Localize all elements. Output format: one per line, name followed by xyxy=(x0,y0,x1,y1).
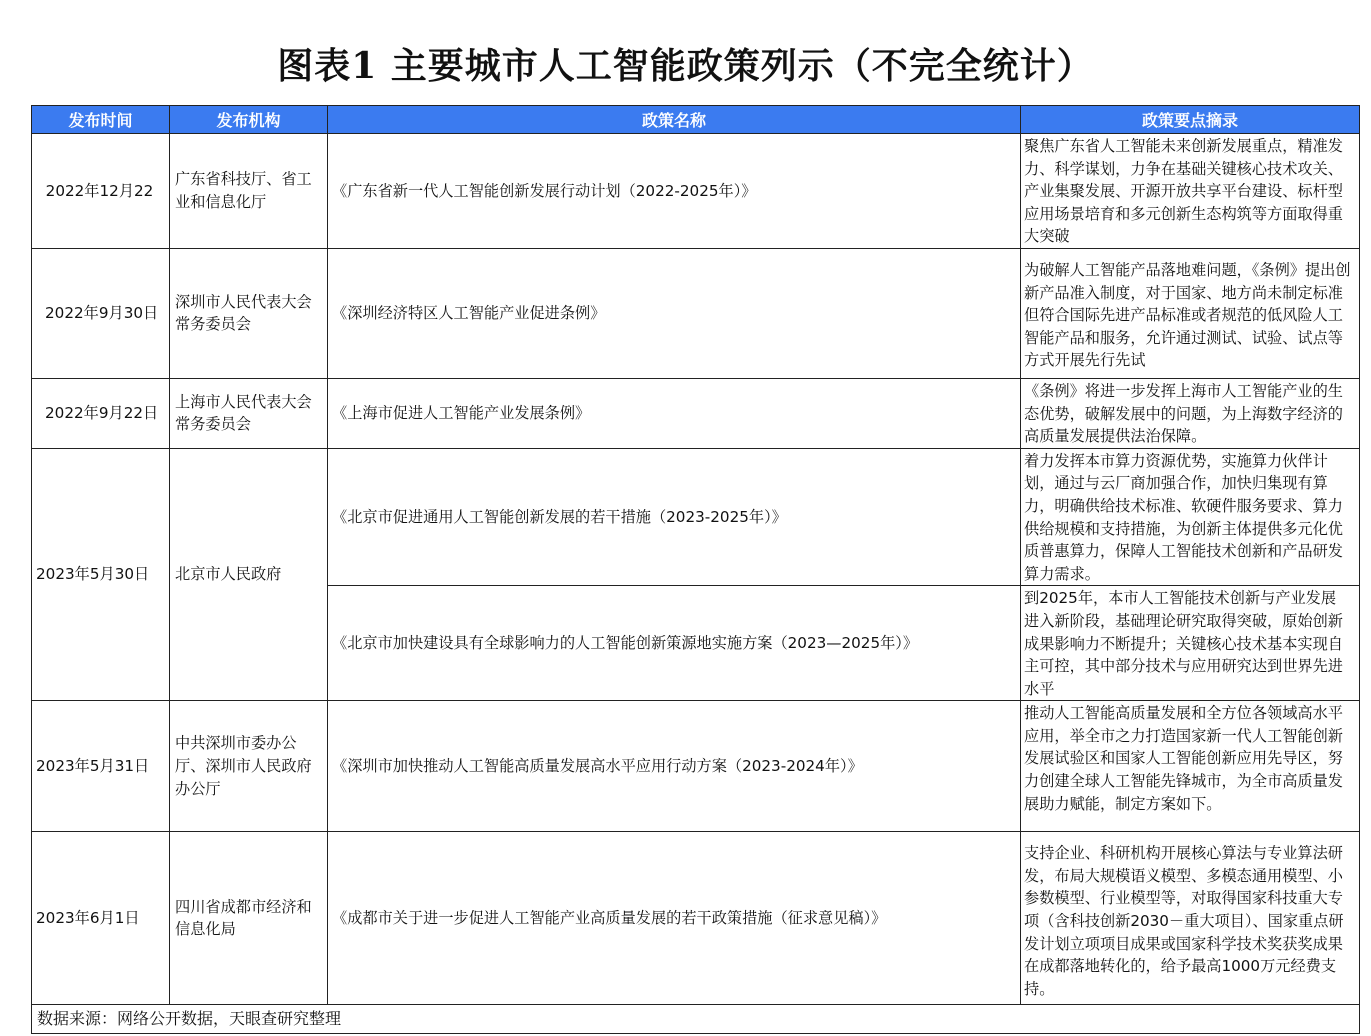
data-source-note: 数据来源：网络公开数据，天眼查研究整理 xyxy=(32,1005,1360,1034)
row-org: 广东省科技厅、省工业和信息化厅 xyxy=(170,134,328,249)
row-policy-name: 《成都市关于进一步促进人工智能产业高质量发展的若干政策措施（征求意见稿）》 xyxy=(328,832,1021,1005)
row-policy-name: 《广东省新一代人工智能创新发展行动计划（2022-2025年）》 xyxy=(328,134,1021,249)
header-summary: 政策要点摘录 xyxy=(1021,106,1360,134)
row-policy-name: 《深圳经济特区人工智能产业促进条例》 xyxy=(328,248,1021,378)
row-policy-name: 《北京市加快建设具有全球影响力的人工智能创新策源地实施方案（2023—2025年）》 xyxy=(328,586,1021,701)
row-date: 2022年9月22日 xyxy=(32,378,170,448)
row-policy-summary: 到2025年，本市人工智能技术创新与产业发展进入新阶段，基础理论研究取得突破，原始创新成果影响力不断提升；关键核心技术基本实现自主可控，其中部分技术与应用研究达到世界先进水平 xyxy=(1021,586,1360,701)
row-org: 深圳市人民代表大会常务委员会 xyxy=(170,248,328,378)
table-row xyxy=(32,378,1360,448)
row-date: 2023年6月1日 xyxy=(32,832,170,1005)
row-org: 四川省成都市经济和信息化局 xyxy=(170,832,328,1005)
table-row xyxy=(32,248,1360,378)
table-row xyxy=(32,448,1360,586)
policy-table xyxy=(31,105,1360,1034)
source-row xyxy=(32,1005,1360,1034)
header-date: 发布时间 xyxy=(32,106,170,134)
row-org: 北京市人民政府 xyxy=(170,448,328,701)
header-name: 政策名称 xyxy=(328,106,1021,134)
row-policy-summary: 聚焦广东省人工智能未来创新发展重点，精准发力、科学谋划，力争在基础关键核心技术攻关、产业集聚发展、开源开放共享平台建设、标杆型应用场景培育和多元创新生态构筑等方面取得重大突破 xyxy=(1021,134,1360,249)
table-row xyxy=(32,134,1360,249)
row-org: 中共深圳市委办公厅、深圳市人民政府办公厅 xyxy=(170,701,328,832)
table-header-row xyxy=(32,106,1360,134)
row-date: 2022年12月22 xyxy=(32,134,170,249)
row-policy-summary: 为破解人工智能产品落地难问题，《条例》提出创新产品准入制度，对于国家、地方尚未制定标准但符合国际先进产品标准或者规范的低风险人工智能产品和服务，允许通过测试、试验、试点等方式开展先行先试 xyxy=(1021,248,1360,378)
table-row xyxy=(32,832,1360,1005)
page-title: 图表1 主要城市人工智能政策列示（不完全统计） xyxy=(277,45,1094,87)
row-date: 2022年9月30日 xyxy=(32,248,170,378)
row-policy-name: 《上海市促进人工智能产业发展条例》 xyxy=(328,378,1021,448)
row-date: 2023年5月30日 xyxy=(32,448,170,701)
table-row xyxy=(32,701,1360,832)
row-policy-summary: 《条例》将进一步发挥上海市人工智能产业的生态优势，破解发展中的问题，为上海数字经济的高质量发展提供法治保障。 xyxy=(1021,378,1360,448)
row-policy-name: 《北京市促进通用人工智能创新发展的若干措施（2023-2025年）》 xyxy=(328,448,1021,586)
header-org: 发布机构 xyxy=(170,106,328,134)
row-date: 2023年5月31日 xyxy=(32,701,170,832)
row-policy-summary: 推动人工智能高质量发展和全方位各领域高水平应用，举全市之力打造国家新一代人工智能创新发展试验区和国家人工智能创新应用先导区，努力创建全球人工智能先锋城市，为全市高质量发展助力赋能，制定方案如下。 xyxy=(1021,701,1360,832)
row-policy-summary: 支持企业、科研机构开展核心算法与专业算法研发，布局大规模语义模型、多模态通用模型、小参数模型、行业模型等，对取得国家科技重大专项（含科技创新2030－重大项目）、国家重点研发计划立项项目成果或国家科学技术奖获奖成果在成都落地转化的，给予最高1000万元经费支持。 xyxy=(1021,832,1360,1005)
row-policy-name: 《深圳市加快推动人工智能高质量发展高水平应用行动方案（2023-2024年）》 xyxy=(328,701,1021,832)
row-org: 上海市人民代表大会常务委员会 xyxy=(170,378,328,448)
row-policy-summary: 着力发挥本市算力资源优势，实施算力伙伴计划，通过与云厂商加强合作，加快归集现有算力，明确供给技术标准、软硬件服务要求、算力供给规模和支持措施，为创新主体提供多元化优质普惠算力，保障人工智能技术创新和产品研发算力需求。 xyxy=(1021,448,1360,586)
